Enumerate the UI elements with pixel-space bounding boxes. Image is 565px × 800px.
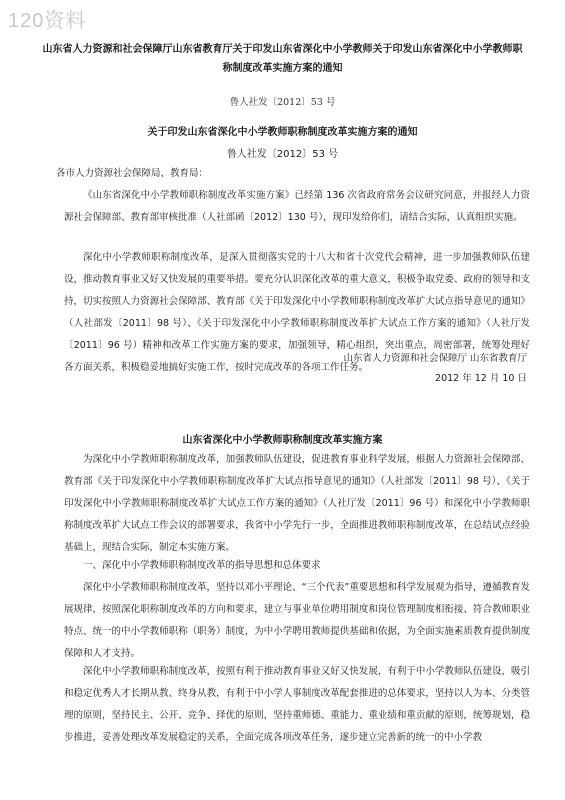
notice-title: 关于印发山东省深化中小学教师职称制度改革实施方案的通知 bbox=[147, 127, 418, 138]
notice-date: 2012 年 12 月 10 日 bbox=[435, 373, 527, 384]
document-number: 鲁人社发〔2012〕53 号 bbox=[229, 97, 336, 108]
watermark-logo: 120资料 bbox=[8, 10, 87, 32]
scheme-title: 山东省深化中小学教师职称制度改革实施方案 bbox=[182, 435, 383, 446]
section-1-paragraph-2: 深化中小学教师职称制度改革，按照有利于推动教育事业又好又快发展，有利于中小学教师队伍建设，吸引和稳定优秀人才长期从教、终身从教，有利于中小学人事制度改革配套推进的总体要求，坚持以人为本、分类管理的原则，坚持民主、公开、竞争、择优的原则，坚持重师德、重能力、重业绩和重贡献的原则，统筹规划，稳步推进，妥善处理改革发展稳定的关系，全面完成各项改革任务，逐步建立完善新的统一的中小学教 bbox=[64, 666, 530, 743]
notice-paragraph-1: 《山东省深化中小学教师职称制度改革实施方案》已经第 136 次省政府常务会议研究同意，并报经人力资源社会保障部、教育部审核批准（人社部函〔2012〕130 号），现印发给你们，请结合实际，认真组织实施。 bbox=[64, 190, 530, 223]
scheme-intro-paragraph: 为深化中小学教师职称制度改革，加强教师队伍建设，促进教育事业科学发展，根据人力资源社会保障部、教育部《关于印发深化中小学教师职称制度改革扩大试点指导意见的通知》（人社部发〔2011〕98 号）、《关于印发深化中小学教师职称制度改革扩大试点工作方案的通知》（人社厅发〔2011〕96 号）和深化中小学教师职称制度改革扩大试点工作会议的部署要求，我省中小学先行一步，全面推进教师职称制度改革，在总结试点经验基础上，现结合实际，制定本实施方案。 bbox=[64, 454, 530, 553]
section-1-paragraph-1: 深化中小学教师职称制度改革，坚持以邓小平理论、“三个代表”重要思想和科学发展观为指导，遵循教育发展规律，按照深化职称制度改革的方向和要求，建立与事业单位聘用制度和岗位管理制度相衔接、符合教师职业特点、统一的中小学教师职称（职务）制度，为中小学聘用教师提供基础和依据，为全面实施素质教育提供制度保障和人才支持。 bbox=[64, 582, 530, 659]
notice-signature: 山东省人力资源和社会保障厅 山东省教育厅 bbox=[343, 353, 527, 364]
notice-paragraph-2: 深化中小学教师职称制度改革，是深入贯彻落实党的十八大和省十次党代会精神，进一步加强教师队伍建设，推动教育事业又好又快发展的重要举措。要充分认识深化改革的重大意义，积极争取党委、政府的领导和支持，切实按照人力资源社会保障部、教育部《关于印发深化中小学教师职称制度改革扩大试点指导意见的通知》（人社部发〔2011〕98 号）、《关于印发深化中小学教师职称制度改革扩大试点工作方案的通知》（人社厅发〔2011〕96 号）精神和改革工作实施方案的要求，加强领导，精心组织，突出重点，周密部署，统筹处理好各方面关系，积极稳妥地搞好实施工作，按时完成改革的各项工作任务。 bbox=[64, 252, 530, 373]
section-1-heading: 一、深化中小学教师职称制度改革的指导思想和总体要求 bbox=[83, 560, 321, 571]
notice-number: 鲁人社发〔2012〕53 号 bbox=[226, 149, 339, 160]
notice-salutation: 各市人力资源社会保障局、教育局： bbox=[56, 168, 209, 179]
document-title: 山东省人力资源和社会保障厅山东省教育厅关于印发山东省深化中小学教师关于印发山东省深化中小学教师职称制度改革实施方案的通知 bbox=[42, 44, 523, 74]
